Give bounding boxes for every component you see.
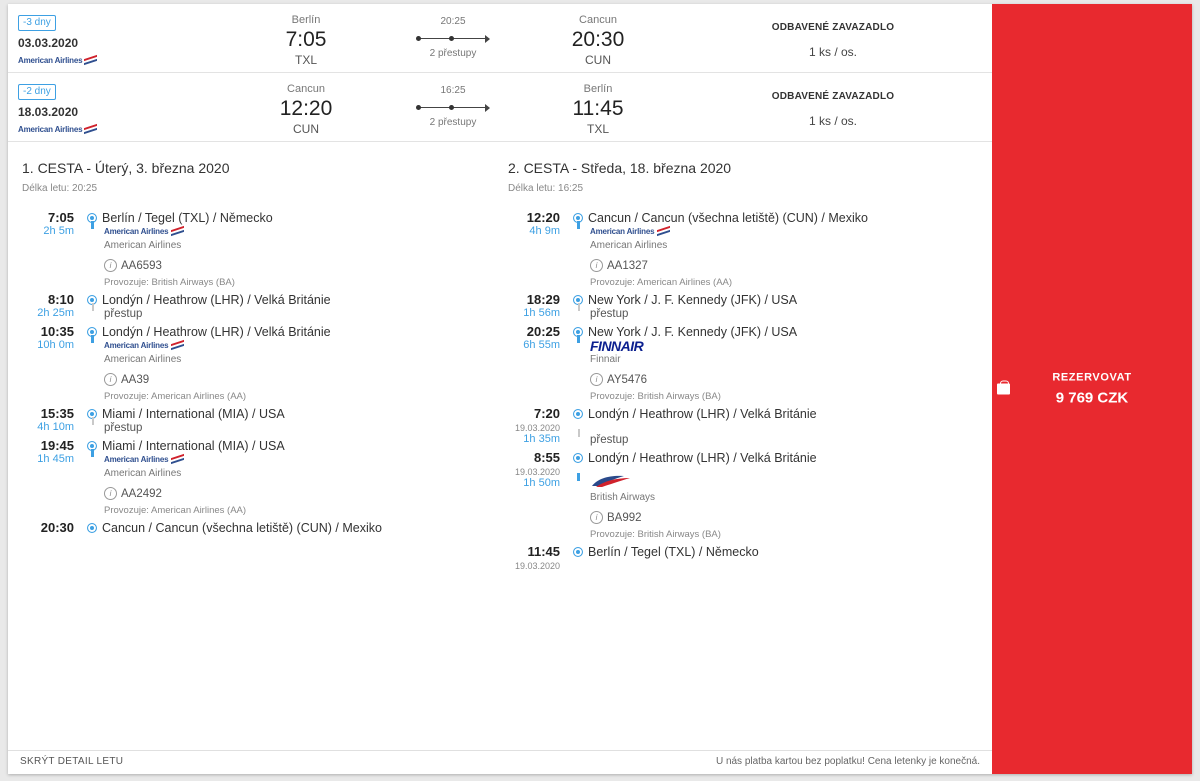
timeline-stop — [22, 520, 502, 535]
info-icon[interactable]: i — [104, 373, 117, 386]
segment-body — [588, 477, 721, 544]
timeline-layover-segment — [508, 433, 988, 450]
stop-time: 15:35 — [40, 406, 74, 421]
leg-title: 1. CESTA - Úterý, 3. března 2020 — [22, 160, 230, 176]
stops-count: 2 přestupy — [429, 117, 477, 128]
stop-place: Cancun / Cancun (všechna letiště) (CUN) / Mexiko — [102, 521, 382, 535]
info-icon[interactable]: i — [590, 259, 603, 272]
timeline-flight-segment — [22, 453, 502, 520]
summary-date: 18.03.2020 — [18, 105, 79, 119]
timeline-flight-segment — [508, 225, 988, 292]
stop-place: Londýn / Heathrow (LHR) / Velká Británie — [588, 407, 817, 421]
summary-left-outbound — [18, 12, 168, 65]
timeline-flight-segment — [22, 339, 502, 406]
baggage-quantity: 1 ks / os. — [808, 114, 858, 128]
route-line-icon — [416, 34, 490, 44]
operated-by: Provozuje: British Airways (BA) — [104, 277, 235, 288]
operated-by: Provozuje: American Airlines (AA) — [104, 391, 247, 402]
timeline-stop — [22, 406, 502, 421]
stop-place: Berlín / Tegel (TXL) / Německo — [588, 545, 759, 559]
route-line-icon — [416, 103, 490, 113]
stop-date: 19.03.2020 — [514, 423, 560, 433]
layover-duration: 1h 35m — [523, 433, 560, 445]
stop-date: 19.03.2020 — [514, 467, 560, 477]
airline-name: American Airlines — [104, 354, 182, 365]
reserve-button[interactable] — [992, 4, 1192, 774]
stop-time: 19:45 — [40, 438, 74, 453]
airline-logo-text: American Airlines — [590, 227, 655, 236]
timeline-node-icon — [87, 523, 97, 533]
departure-code: TXL — [294, 53, 317, 67]
info-icon[interactable]: i — [590, 373, 603, 386]
stop-time: 20:25 — [526, 324, 560, 339]
stop-place: Miami / International (MIA) / USA — [102, 439, 285, 453]
info-icon[interactable]: i — [590, 511, 603, 524]
american-airlines-mark-icon — [84, 125, 98, 134]
segment-body — [102, 339, 246, 406]
american-airlines-mark-icon — [657, 227, 671, 236]
timeline-stop — [508, 544, 988, 571]
departure-code: CUN — [293, 122, 319, 136]
layover-body — [102, 307, 142, 324]
leg-subtitle: Délka letu: 20:25 — [22, 183, 98, 194]
baggage-info-return — [708, 91, 958, 128]
airline-logo-text: American Airlines — [18, 56, 83, 65]
arrival-time: 11:45 — [572, 97, 624, 120]
airline-logo — [104, 453, 246, 466]
stop-time: 18:29 — [526, 292, 560, 307]
segment-body — [588, 225, 732, 292]
timeline-stop — [508, 406, 988, 433]
timeline-stop — [22, 438, 502, 453]
airline-logo-text: American Airlines — [104, 341, 169, 350]
timeline-flight-segment — [22, 225, 502, 292]
stop-time: 8:10 — [47, 292, 74, 307]
summary-departure-outbound — [226, 14, 386, 67]
stop-time: 12:20 — [526, 210, 560, 225]
summary-date: 03.03.2020 — [18, 36, 79, 50]
stop-place: Londýn / Heathrow (LHR) / Velká Británie — [102, 325, 331, 339]
departure-time: 12:20 — [279, 97, 333, 120]
stop-place: Cancun / Cancun (všechna letiště) (CUN) / Mexiko — [588, 211, 868, 225]
leg-return — [508, 142, 988, 571]
timeline-layover-segment — [22, 421, 502, 438]
summary-left-return — [18, 81, 168, 134]
summary-departure-return — [226, 83, 386, 136]
info-icon[interactable]: i — [104, 259, 117, 272]
arrival-city: Cancun — [579, 14, 617, 26]
summary-arrival-return — [518, 83, 678, 136]
layover-label: přestup — [590, 434, 629, 446]
airline-logo-text: American Airlines — [104, 227, 169, 236]
layover-body — [588, 307, 628, 324]
timeline-return — [508, 210, 988, 571]
timeline-layover-segment — [22, 307, 502, 324]
day-badge: -2 dny — [18, 84, 56, 100]
summary-route-outbound — [398, 16, 508, 59]
layover-body — [102, 421, 142, 438]
airline-logo — [104, 339, 246, 352]
timeline-stop — [22, 292, 502, 307]
timeline-outbound — [22, 210, 502, 535]
flight-detail-section — [8, 142, 992, 750]
reserve-label: REZERVOVAT — [1052, 371, 1132, 384]
segment-duration: 6h 55m — [523, 339, 560, 351]
segment-duration: 1h 50m — [523, 477, 560, 489]
reserve-inner — [992, 372, 1192, 407]
summary-route-return — [398, 85, 508, 128]
airline-logo — [590, 225, 732, 238]
summary-row-outbound[interactable] — [8, 4, 992, 73]
arrival-code: CUN — [585, 53, 611, 67]
timeline-stop — [508, 450, 988, 477]
layover-label: přestup — [590, 308, 629, 320]
stop-time: 8:55 19.03.2020 — [508, 450, 570, 477]
stop-place: Londýn / Heathrow (LHR) / Velká Británie — [588, 451, 817, 465]
leg-title: 2. CESTA - Středa, 18. března 2020 — [508, 160, 732, 176]
stop-time: 10:35 — [40, 324, 74, 339]
operated-by: Provozuje: British Airways (BA) — [590, 529, 721, 540]
stop-place: Londýn / Heathrow (LHR) / Velká Británie — [102, 293, 331, 307]
timeline-layover-segment — [508, 307, 988, 324]
airline-name: American Airlines — [590, 240, 668, 251]
day-badge: -3 dny — [18, 15, 56, 31]
segment-body — [588, 339, 721, 406]
timeline-stop — [508, 324, 988, 339]
airline-logo-text: American Airlines — [18, 125, 83, 134]
operated-by: Provozuje: American Airlines (AA) — [590, 277, 733, 288]
departure-time: 7:05 — [285, 28, 327, 51]
layover-label: přestup — [104, 308, 143, 320]
info-icon[interactable]: i — [104, 487, 117, 500]
baggage-title: ODBAVENÉ ZAVAZADLO — [771, 22, 895, 33]
airline-name: British Airways — [590, 492, 656, 503]
segment-duration: 10h 0m — [37, 339, 74, 351]
american-airlines-mark-icon — [171, 341, 185, 350]
layover-duration: 2h 25m — [37, 307, 74, 319]
flight-duration: 20:25 — [440, 16, 466, 27]
segment-body — [102, 453, 246, 520]
hide-detail-button[interactable]: SKRÝT DETAIL LETU — [20, 756, 124, 767]
flight-number[interactable]: i AA39 — [104, 373, 246, 386]
flight-number[interactable]: i AA2492 — [104, 487, 246, 500]
summary-row-return[interactable] — [8, 73, 992, 142]
segment-duration: 2h 5m — [43, 225, 74, 237]
layover-duration: 4h 10m — [37, 421, 74, 433]
finnair-logo-icon: FINNAIR — [590, 337, 644, 354]
reserve-price: 9 769 CZK — [1055, 389, 1129, 407]
layover-body — [588, 433, 628, 450]
timeline-node-icon — [573, 547, 583, 557]
flight-number[interactable]: i AA1327 — [590, 259, 732, 272]
stops-count: 2 přestupy — [429, 48, 477, 59]
stop-place: Miami / International (MIA) / USA — [102, 407, 285, 421]
airline-logo-american — [18, 125, 168, 134]
timeline-stop — [22, 324, 502, 339]
arrival-code: TXL — [586, 122, 609, 136]
stop-time: 11:45 19.03.2020 — [508, 544, 570, 571]
stop-time: 20:30 — [40, 520, 74, 535]
stop-time: 7:05 — [47, 210, 74, 225]
timeline-flight-segment — [508, 477, 988, 544]
airline-name: Finnair — [590, 354, 621, 365]
british-airways-logo-icon — [590, 475, 636, 493]
timeline-stop — [508, 292, 988, 307]
baggage-info-outbound — [708, 22, 958, 59]
leg-outbound — [22, 142, 502, 535]
flight-detail-card — [8, 4, 1192, 774]
operated-by: Provozuje: American Airlines (AA) — [104, 505, 247, 516]
flight-duration: 16:25 — [440, 85, 466, 96]
stop-place: New York / J. F. Kennedy (JFK) / USA — [588, 293, 798, 307]
airline-logo-text: American Airlines — [104, 455, 169, 464]
airline-name: American Airlines — [104, 240, 182, 251]
segment-body — [102, 225, 235, 292]
departure-city: Berlín — [291, 14, 321, 26]
arrival-city: Berlín — [583, 83, 613, 95]
flight-number[interactable]: i AA6593 — [104, 259, 235, 272]
segment-duration: 1h 45m — [37, 453, 74, 465]
baggage-quantity: 1 ks / os. — [808, 45, 858, 59]
airline-logo-american — [18, 56, 168, 65]
arrival-time: 20:30 — [571, 28, 625, 51]
airline-logo — [590, 339, 721, 352]
airline-name: American Airlines — [104, 468, 182, 479]
stop-time: 7:20 19.03.2020 — [508, 406, 570, 433]
flight-number[interactable]: i BA992 — [590, 511, 721, 524]
timeline-stop — [22, 210, 502, 225]
layover-label: přestup — [104, 422, 143, 434]
segment-duration: 4h 9m — [529, 225, 560, 237]
american-airlines-mark-icon — [84, 56, 98, 65]
baggage-title: ODBAVENÉ ZAVAZADLO — [771, 91, 895, 102]
card-footer — [8, 750, 992, 774]
timeline-node-icon — [573, 453, 583, 463]
timeline-stop — [508, 210, 988, 225]
timeline-flight-segment — [508, 339, 988, 406]
timeline-node-icon — [573, 409, 583, 419]
summary-arrival-outbound — [518, 14, 678, 67]
departure-city: Cancun — [287, 83, 325, 95]
leg-subtitle: Délka letu: 16:25 — [508, 183, 584, 194]
airline-logo — [104, 225, 235, 238]
payment-note: U nás platba kartou bez poplatku! Cena letenky je konečná. — [715, 756, 980, 767]
flight-number[interactable]: i AY5476 — [590, 373, 721, 386]
stop-date: 19.03.2020 — [514, 561, 560, 571]
stop-place: New York / J. F. Kennedy (JFK) / USA — [588, 325, 798, 339]
airline-logo — [590, 477, 721, 490]
american-airlines-mark-icon — [171, 455, 185, 464]
stop-place: Berlín / Tegel (TXL) / Německo — [102, 211, 273, 225]
american-airlines-mark-icon — [171, 227, 185, 236]
operated-by: Provozuje: British Airways (BA) — [590, 391, 721, 402]
layover-duration: 1h 56m — [523, 307, 560, 319]
